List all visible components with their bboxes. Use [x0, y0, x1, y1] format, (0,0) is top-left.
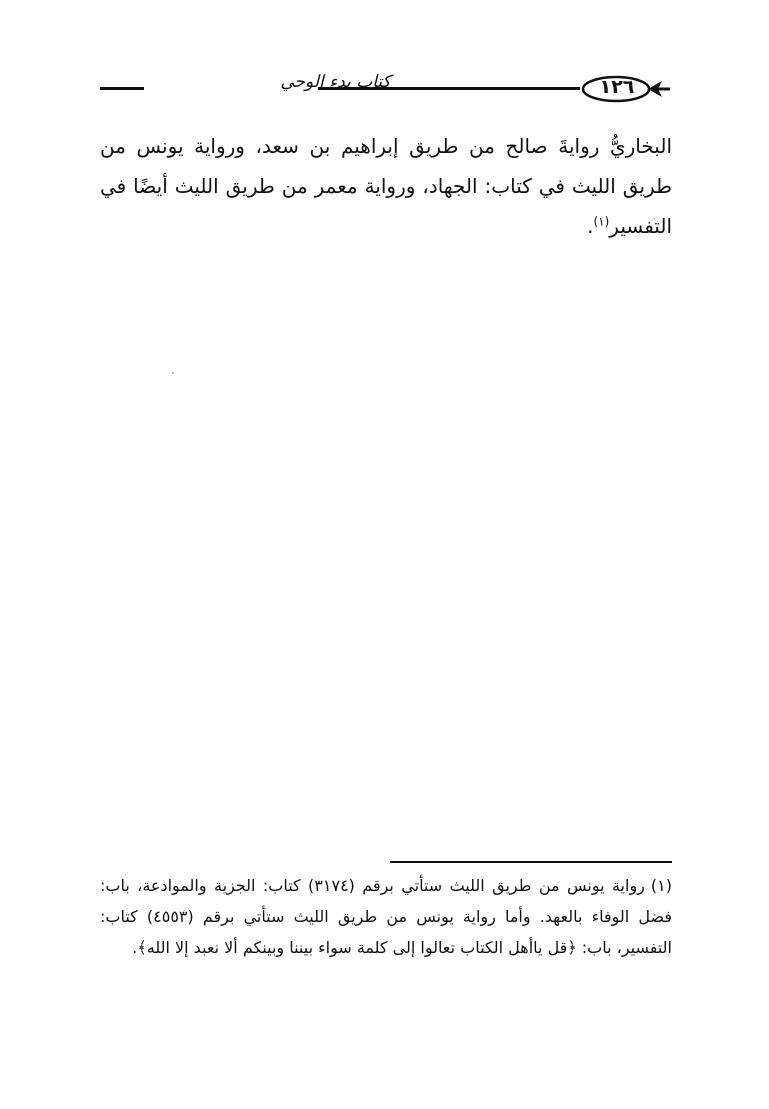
page-number-badge: [578, 74, 670, 104]
page-number: ١٢٦: [599, 76, 635, 98]
body-paragraph: [100, 126, 672, 246]
footnote-item: [100, 870, 672, 963]
paragraph-text: البخاريُّ روايةَ صالح من طريق إبراهيم بن سعد، ورواية يونس من طريق الليث في كتاب: الجهاد، ورواية معمر من طريق الليث أيضًا في التفسير: [100, 134, 672, 238]
running-title: كتاب بدء الوحي: [280, 72, 391, 92]
footnotes: [100, 870, 672, 963]
footnote-reference[interactable]: (١): [593, 214, 610, 229]
header-rule-middle: [318, 87, 580, 90]
footnote-separator: [390, 861, 672, 863]
main-text: [100, 126, 672, 246]
footnote-text: رواية يونس من طريق الليث ستأتي برقم (٣١٧٤) كتاب: الجزية والموادعة، باب: فضل الوفاء بالعهد. وأما رواية يونس من طريق الليث ستأتي برقم (٤٥٥٣) كتاب: التفسير، باب: ﴿قل ياأهل الكتاب تعالوا إلى كلمة سواء بيننا وبينكم ألا نعبد إلا الله﴾.: [100, 876, 672, 957]
page-header: [100, 70, 670, 110]
footnote-mark: (١): [650, 876, 672, 895]
paragraph-end: .: [587, 214, 594, 238]
scan-speck: [172, 372, 174, 374]
header-rule-left: [100, 87, 144, 90]
